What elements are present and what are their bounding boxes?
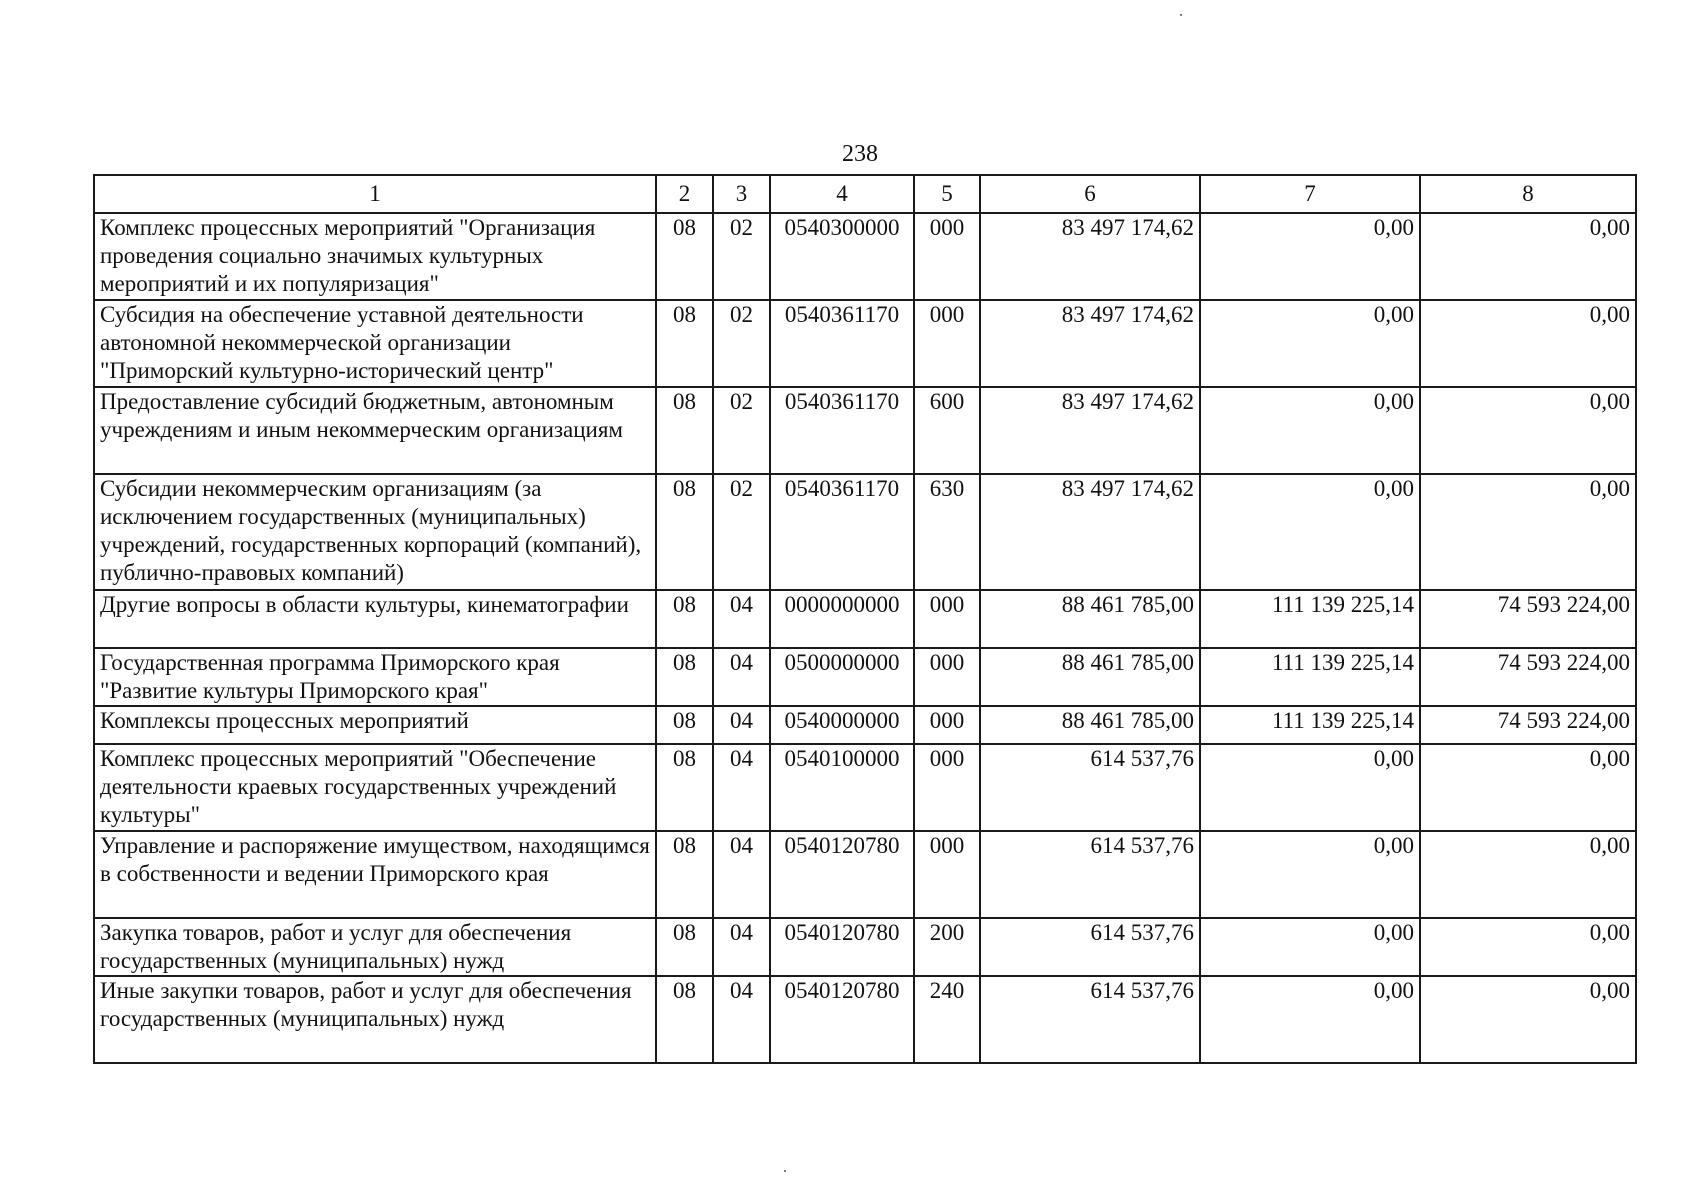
amount-col-7: 111 139 225,14 <box>1200 706 1420 744</box>
amount-col-7: 0,00 <box>1200 831 1420 918</box>
amount-col-7: 0,00 <box>1200 387 1420 474</box>
section-code: 08 <box>656 831 713 918</box>
table-row <box>94 213 1636 300</box>
column-header: 6 <box>980 175 1200 213</box>
section-code: 08 <box>656 918 713 976</box>
subsection-code: 04 <box>713 831 770 918</box>
target-article-code: 0540000000 <box>770 706 914 744</box>
section-code: 08 <box>656 387 713 474</box>
amount-col-8: 0,00 <box>1420 474 1636 590</box>
row-name: Иные закупки товаров, работ и услуг для обеспечения государственных (муниципальных) нужд <box>94 976 656 1063</box>
amount-col-6: 83 497 174,62 <box>980 387 1200 474</box>
expense-type-code: 200 <box>914 918 980 976</box>
amount-col-8: 74 593 224,00 <box>1420 590 1636 648</box>
column-header: 1 <box>94 175 656 213</box>
subsection-code: 02 <box>713 213 770 300</box>
row-name: Закупка товаров, работ и услуг для обеспечения государственных (муниципальных) нужд <box>94 918 656 976</box>
row-name: Субсидия на обеспечение уставной деятельности автономной некоммерческой организации "Приморский культурно-исторический центр" <box>94 300 656 387</box>
amount-col-6: 83 497 174,62 <box>980 474 1200 590</box>
subsection-code: 04 <box>713 706 770 744</box>
section-code: 08 <box>656 300 713 387</box>
table-row <box>94 706 1636 744</box>
table-row <box>94 590 1636 648</box>
section-code: 08 <box>656 976 713 1063</box>
section-code: 08 <box>656 590 713 648</box>
amount-col-6: 614 537,76 <box>980 744 1200 831</box>
amount-col-8: 74 593 224,00 <box>1420 648 1636 706</box>
target-article-code: 0540361170 <box>770 300 914 387</box>
section-code: 08 <box>656 474 713 590</box>
table-row <box>94 387 1636 474</box>
target-article-code: 0540361170 <box>770 387 914 474</box>
expense-type-code: 240 <box>914 976 980 1063</box>
amount-col-7: 0,00 <box>1200 213 1420 300</box>
subsection-code: 04 <box>713 648 770 706</box>
expense-type-code: 630 <box>914 474 980 590</box>
scan-speck <box>1180 14 1182 16</box>
section-code: 08 <box>656 648 713 706</box>
section-code: 08 <box>656 706 713 744</box>
expense-type-code: 000 <box>914 648 980 706</box>
row-name: Комплекс процессных мероприятий "Обеспечение деятельности краевых государственных учреждений культуры" <box>94 744 656 831</box>
table-row <box>94 976 1636 1063</box>
amount-col-8: 0,00 <box>1420 213 1636 300</box>
table-row <box>94 744 1636 831</box>
amount-col-6: 88 461 785,00 <box>980 648 1200 706</box>
amount-col-8: 0,00 <box>1420 744 1636 831</box>
scan-speck <box>784 1170 786 1172</box>
row-name: Комплексы процессных мероприятий <box>94 706 656 744</box>
table-row <box>94 648 1636 706</box>
amount-col-6: 83 497 174,62 <box>980 213 1200 300</box>
budget-table <box>93 174 1637 1064</box>
target-article-code: 0540300000 <box>770 213 914 300</box>
subsection-code: 02 <box>713 387 770 474</box>
target-article-code: 0540120780 <box>770 918 914 976</box>
expense-type-code: 000 <box>914 300 980 387</box>
target-article-code: 0500000000 <box>770 648 914 706</box>
amount-col-8: 0,00 <box>1420 831 1636 918</box>
amount-col-8: 0,00 <box>1420 918 1636 976</box>
amount-col-7: 0,00 <box>1200 918 1420 976</box>
table-row <box>94 300 1636 387</box>
column-header: 3 <box>713 175 770 213</box>
column-header: 4 <box>770 175 914 213</box>
subsection-code: 04 <box>713 590 770 648</box>
amount-col-7: 0,00 <box>1200 976 1420 1063</box>
row-name: Другие вопросы в области культуры, кинематографии <box>94 590 656 648</box>
table-row <box>94 831 1636 918</box>
amount-col-8: 0,00 <box>1420 387 1636 474</box>
amount-col-6: 83 497 174,62 <box>980 300 1200 387</box>
amount-col-6: 88 461 785,00 <box>980 706 1200 744</box>
amount-col-6: 614 537,76 <box>980 976 1200 1063</box>
amount-col-6: 614 537,76 <box>980 831 1200 918</box>
target-article-code: 0540120780 <box>770 831 914 918</box>
subsection-code: 04 <box>713 976 770 1063</box>
target-article-code: 0540361170 <box>770 474 914 590</box>
expense-type-code: 000 <box>914 590 980 648</box>
table-row <box>94 474 1636 590</box>
row-name: Государственная программа Приморского края "Развитие культуры Приморского края" <box>94 648 656 706</box>
column-header: 5 <box>914 175 980 213</box>
row-name: Предоставление субсидий бюджетным, автономным учреждениям и иным некоммерческим организациям <box>94 387 656 474</box>
amount-col-7: 0,00 <box>1200 300 1420 387</box>
expense-type-code: 000 <box>914 831 980 918</box>
expense-type-code: 600 <box>914 387 980 474</box>
subsection-code: 04 <box>713 918 770 976</box>
section-code: 08 <box>656 213 713 300</box>
expense-type-code: 000 <box>914 706 980 744</box>
subsection-code: 02 <box>713 300 770 387</box>
amount-col-8: 74 593 224,00 <box>1420 706 1636 744</box>
subsection-code: 04 <box>713 744 770 831</box>
target-article-code: 0540120780 <box>770 976 914 1063</box>
target-article-code: 0000000000 <box>770 590 914 648</box>
table-row <box>94 918 1636 976</box>
header-row <box>94 175 1636 213</box>
target-article-code: 0540100000 <box>770 744 914 831</box>
amount-col-7: 0,00 <box>1200 474 1420 590</box>
subsection-code: 02 <box>713 474 770 590</box>
expense-type-code: 000 <box>914 744 980 831</box>
row-name: Комплекс процессных мероприятий "Организация проведения социально значимых культурных мероприятий и их популяризация" <box>94 213 656 300</box>
amount-col-7: 0,00 <box>1200 744 1420 831</box>
section-code: 08 <box>656 744 713 831</box>
amount-col-7: 111 139 225,14 <box>1200 648 1420 706</box>
amount-col-7: 111 139 225,14 <box>1200 590 1420 648</box>
row-name: Управление и распоряжение имуществом, находящимся в собственности и ведении Приморского края <box>94 831 656 918</box>
amount-col-6: 88 461 785,00 <box>980 590 1200 648</box>
column-header: 2 <box>656 175 713 213</box>
amount-col-6: 614 537,76 <box>980 918 1200 976</box>
expense-type-code: 000 <box>914 213 980 300</box>
amount-col-8: 0,00 <box>1420 976 1636 1063</box>
column-header: 7 <box>1200 175 1420 213</box>
page-number: 238 <box>842 141 878 167</box>
row-name: Субсидии некоммерческим организациям (за исключением государственных (муниципальных) учреждений, государственных корпораций (компаний), публично-правовых компаний) <box>94 474 656 590</box>
amount-col-8: 0,00 <box>1420 300 1636 387</box>
column-header: 8 <box>1420 175 1636 213</box>
